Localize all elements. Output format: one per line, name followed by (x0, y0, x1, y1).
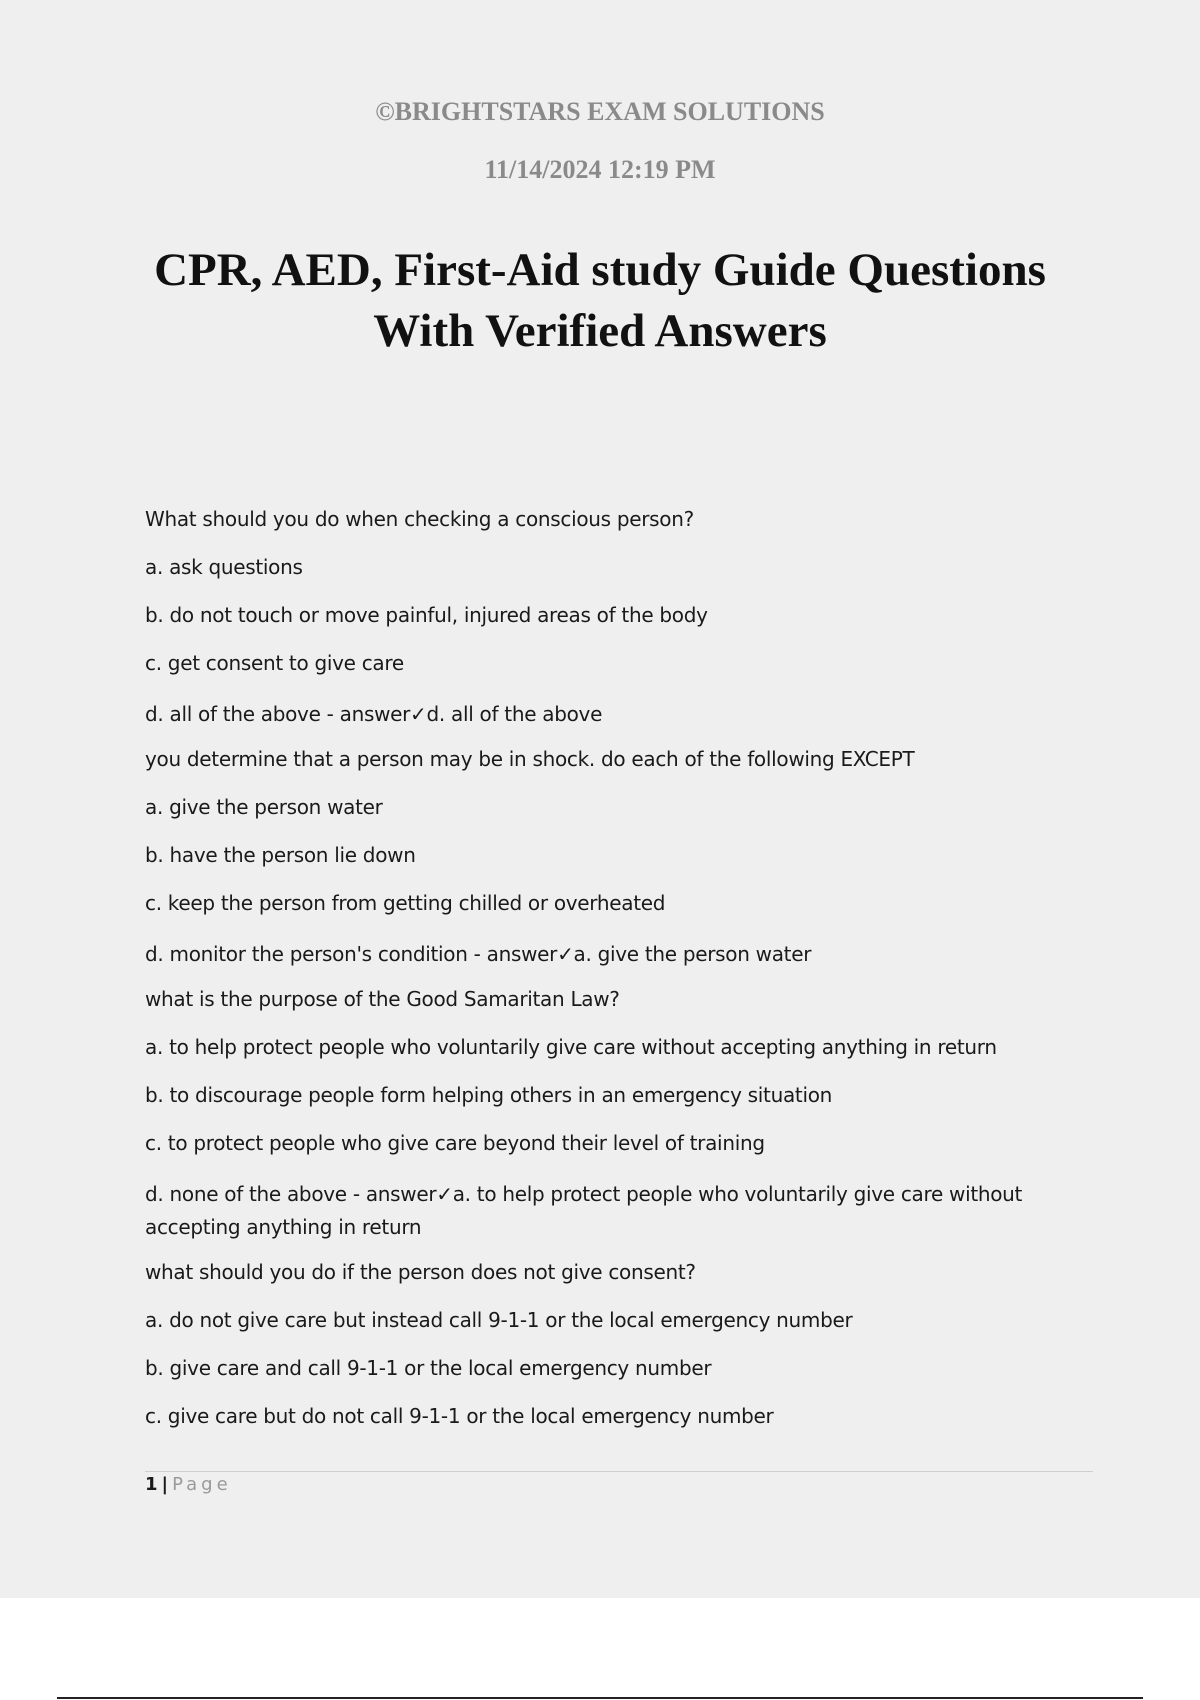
footer-divider (145, 1471, 1093, 1472)
option-3d-answer: d. none of the above - answer✓a. to help protect people who voluntarily give care without accepting anything in return (145, 1182, 1023, 1239)
option-2a: a. give the person water (145, 795, 383, 819)
timestamp: 11/14/2024 12:19 PM (484, 155, 716, 184)
question-list (145, 506, 1065, 1451)
question-3: what is the purpose of the Good Samaritan Law? (145, 987, 620, 1011)
option-4a: a. do not give care but instead call 9-1-1 or the local emergency number (145, 1308, 853, 1332)
page-number: 1 (145, 1474, 158, 1495)
option-1a: a. ask questions (145, 555, 303, 579)
footer-separator: | (161, 1474, 169, 1495)
next-page-divider (57, 1697, 1143, 1699)
page-footer (145, 1474, 232, 1495)
title-line-2: With Verified Answers (373, 305, 827, 357)
page-label: Page (172, 1474, 232, 1495)
option-1d-answer: d. all of the above - answer✓d. all of the above (145, 702, 603, 726)
title-line-1: CPR, AED, First-Aid study Guide Questions (154, 244, 1046, 296)
option-4b: b. give care and call 9-1-1 or the local emergency number (145, 1356, 712, 1380)
option-4c: c. give care but do not call 9-1-1 or the local emergency number (145, 1404, 774, 1428)
question-1: What should you do when checking a conscious person? (145, 507, 694, 531)
option-3a: a. to help protect people who voluntarily give care without accepting anything in return (145, 1035, 997, 1059)
option-3b: b. to discourage people form helping others in an emergency situation (145, 1083, 833, 1107)
question-4: what should you do if the person does not give consent? (145, 1260, 696, 1284)
option-1c: c. get consent to give care (145, 651, 404, 675)
question-2: you determine that a person may be in shock. do each of the following EXCEPT (145, 747, 915, 771)
option-3c: c. to protect people who give care beyond their level of training (145, 1131, 765, 1155)
option-2b: b. have the person lie down (145, 843, 416, 867)
option-1b: b. do not touch or move painful, injured areas of the body (145, 603, 708, 627)
document-title (100, 240, 1100, 362)
option-2d-answer: d. monitor the person's condition - answer✓a. give the person water (145, 942, 812, 966)
brand-header: ©BRIGHTSTARS EXAM SOLUTIONS (375, 97, 825, 126)
option-2c: c. keep the person from getting chilled or overheated (145, 891, 666, 915)
